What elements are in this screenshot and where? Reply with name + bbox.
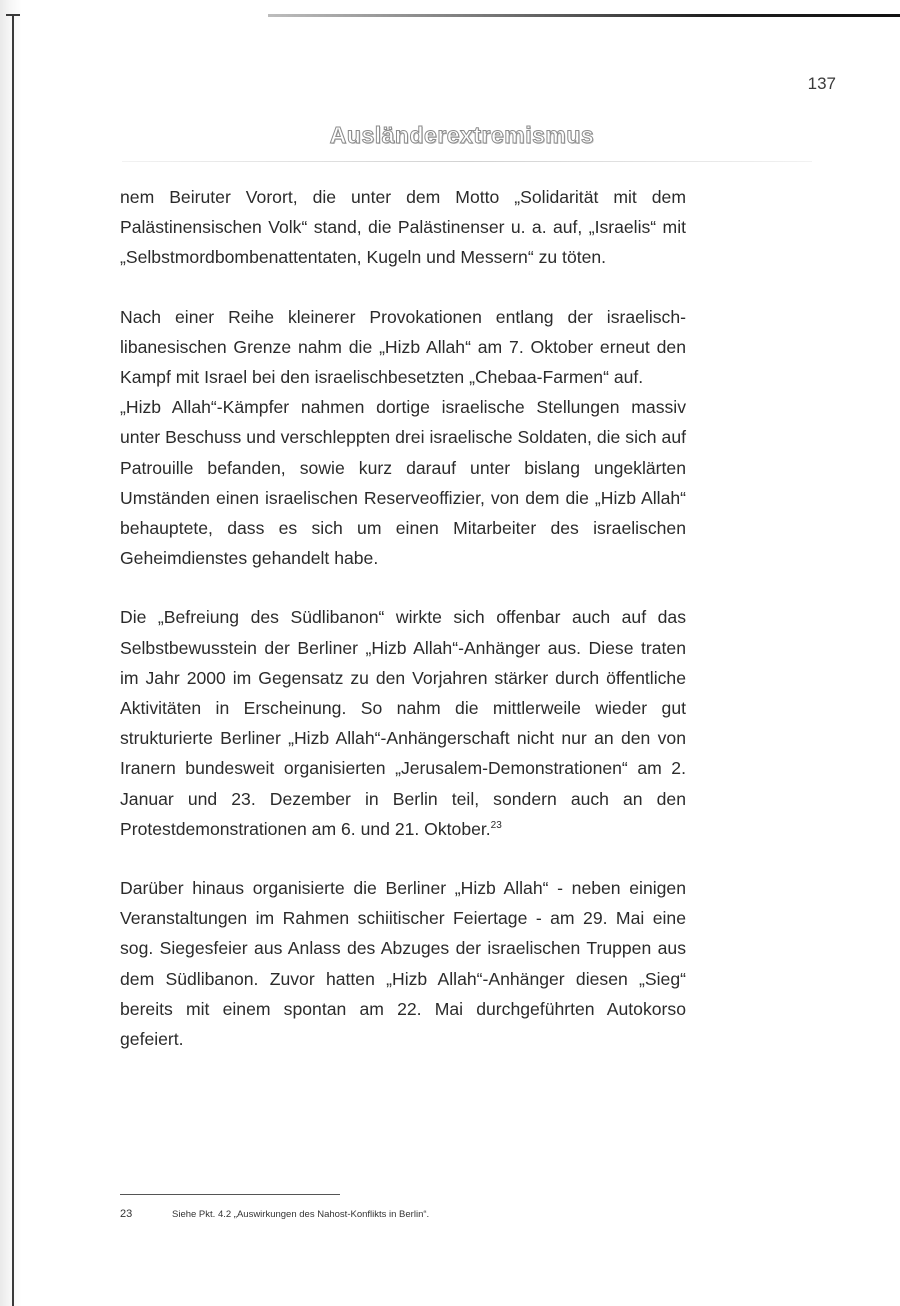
paragraph (120, 302, 686, 393)
body-text (120, 182, 686, 1054)
paragraph-text: Nach einer Reihe kleinerer Provokationen entlang der israelisch-libanesischen Grenze nahm die „Hizb Allah“ am 7. Oktober erneut den Kampf mit Israel bei den israelischbesetzten „Chebaa-Farmen“ auf. (120, 306, 686, 388)
paragraph-text: Die „Befreiung des Südlibanon“ wirkte sich offenbar auch auf das Selbstbewusstein der Berliner „Hizb Allah“-Anhänger aus. Diese traten im Jahr 2000 im Gegensatz zu den Vorjahren stärker durch öffentliche Aktivitäten in Erscheinung. So nahm die mittlerweile wieder gut strukturierte Berliner „Hizb Allah“-Anhängerschaft nicht nur an den von Iranern bundesweit organisierten „Jerusalem-Demonstrationen“ am 2. Januar und 23. Dezember in Berlin teil, sondern auch an den Protestdemonstrationen am 6. und 21. Oktober. (120, 607, 686, 839)
footnote-reference: 23 (490, 820, 502, 831)
paragraph-text: nem Beiruter Vorort, die unter dem Motto „Solidarität mit dem Palästinensischen Volk“ stand, die Palästinenser u. a. auf, „Israelis“ mit „Selbstmordbombenattentaten, Kugeln und Messern“ zu töten. (120, 187, 686, 268)
paragraph-text: Darüber hinaus organisierte die Berliner „Hizb Allah“ - neben einigen Veranstaltungen im Rahmen schiitischer Feiertage - am 29. Mai eine sog. Siegesfeier aus Anlass des Abzuges der israelischen Truppen aus dem Südlibanon. Zuvor hatten „Hizb Allah“-Anhänger diesen „Sieg“ bereits mit einem spontan am 22. Mai durchgeführten Autokorso gefeiert. (120, 878, 686, 1050)
paragraph (120, 873, 686, 1054)
scan-page-edge (0, 0, 22, 1306)
footnote (120, 1208, 429, 1220)
footnote-text: Siehe Pkt. 4.2 „Auswirkungen des Nahost-Konflikts in Berlin“. (172, 1209, 430, 1220)
footnote-number: 23 (120, 1208, 133, 1220)
binding-line (12, 14, 14, 1306)
header-rule (122, 161, 812, 162)
paragraph (120, 182, 686, 273)
top-rule (268, 14, 900, 17)
footnote-rule (120, 1194, 340, 1195)
paragraph (120, 392, 686, 573)
running-header-title: Ausländerextremismus (329, 122, 595, 148)
paragraph (120, 602, 686, 844)
page-number: 137 (807, 74, 836, 93)
binding-tick (6, 14, 20, 16)
paragraph-text: „Hizb Allah“-Kämpfer nahmen dortige israelische Stellungen massiv unter Beschuss und verschleppten drei israelische Soldaten, die sich auf Patrouille befanden, sowie kurz darauf unter bislang ungeklärten Umständen einen israelischen Reserveoffizier, von dem die „Hizb Allah“ behauptete, dass es sich um einen Mitarbeiter des israelischen Geheimdienstes gehandelt habe. (120, 397, 686, 569)
